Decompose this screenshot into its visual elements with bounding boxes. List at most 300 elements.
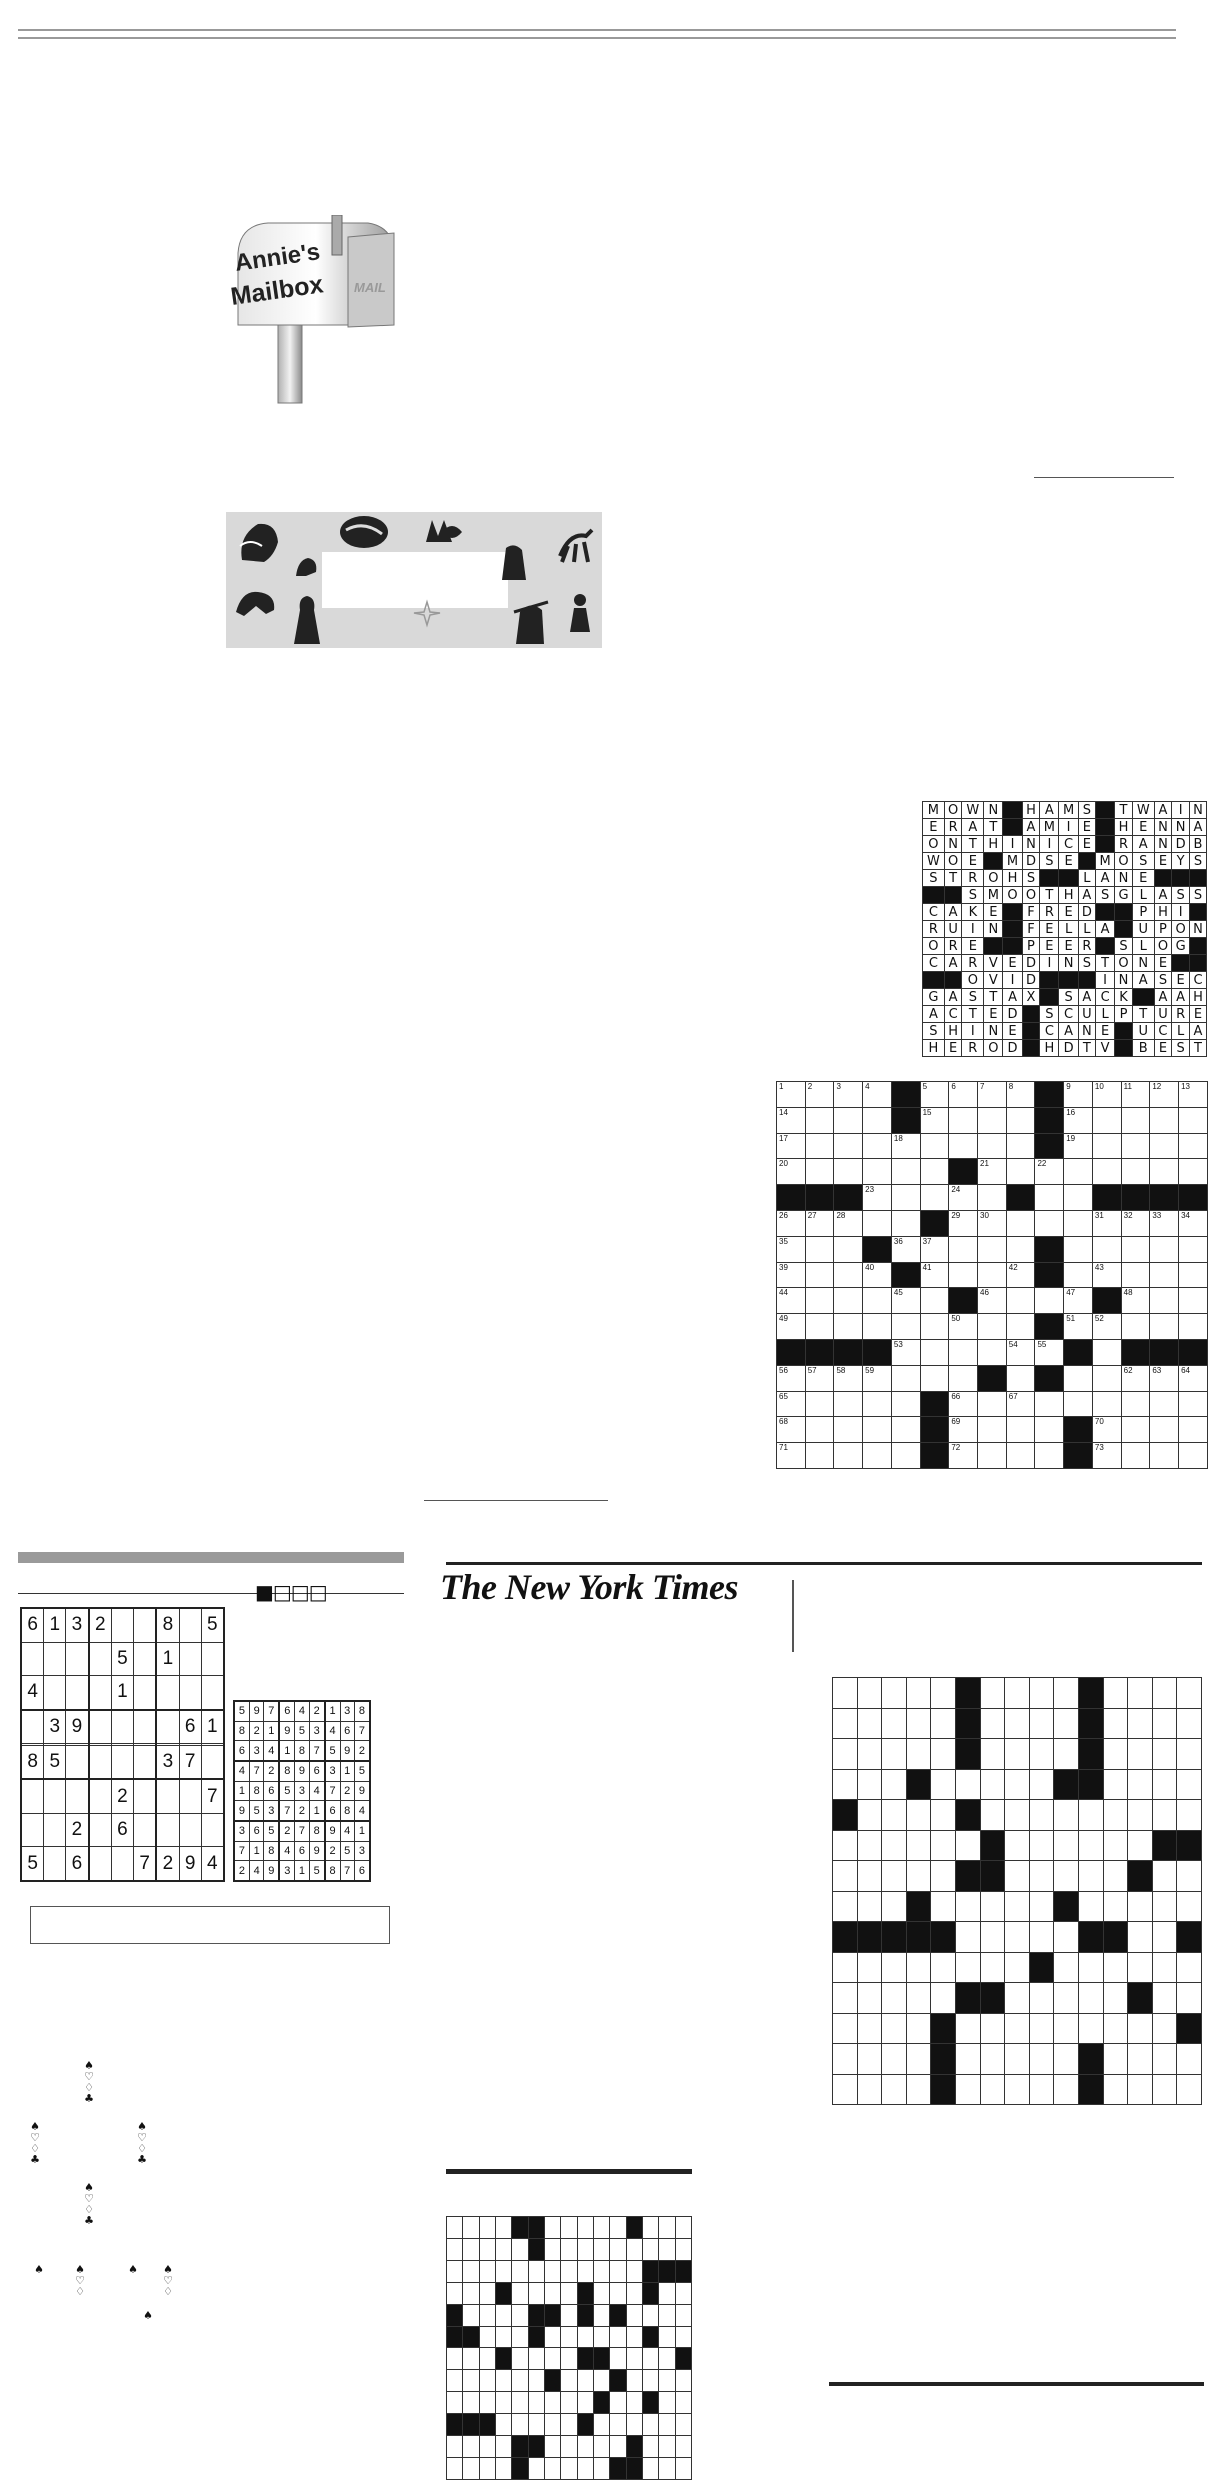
sudoku-cell (66, 1745, 89, 1779)
black-square (1092, 1185, 1121, 1211)
small-grid-cell (593, 2238, 609, 2260)
black-square (1096, 904, 1115, 921)
nyt-grid-cell (1054, 1708, 1079, 1739)
sudoku-cell (179, 1779, 201, 1813)
answer-cell: A (1132, 972, 1154, 989)
nyt-grid-cell (1128, 1678, 1153, 1709)
answer-cell: V (984, 955, 1003, 972)
solution-cell: 9 (340, 1741, 354, 1761)
solution-cell: 2 (354, 1741, 370, 1761)
puzzle-cell (834, 1417, 863, 1443)
puzzle-cell (777, 1391, 806, 1417)
puzzle-cell (920, 1159, 949, 1185)
sudoku-cell: 4 (21, 1676, 44, 1710)
answer-cell: L (1096, 1006, 1115, 1023)
clue-number: 68 (779, 1417, 788, 1427)
clue-number: 37 (922, 1236, 932, 1246)
puzzle-cell (1150, 1262, 1179, 1288)
sudoku-cell (133, 1745, 156, 1779)
answer-cell: H (1003, 870, 1022, 887)
nyt-grid-cell (833, 1739, 858, 1770)
answer-cell: S (1189, 887, 1206, 904)
black-square (891, 1262, 920, 1288)
puzzle-cell (949, 1339, 978, 1365)
answer-cell: O (944, 802, 962, 819)
black-square (528, 2238, 544, 2260)
black-square (1189, 938, 1206, 955)
answer-cell: L (1132, 887, 1154, 904)
sudoku-cell (133, 1813, 156, 1846)
solution-cell: 8 (279, 1761, 294, 1781)
clue-number: 4 (865, 1082, 870, 1091)
black-square (463, 2326, 479, 2348)
nyt-grid-cell (833, 1678, 858, 1709)
puzzle-cell (920, 1133, 949, 1159)
puzzle-cell (863, 1443, 892, 1469)
clue-number: 27 (807, 1210, 817, 1220)
puzzle-cell (805, 1082, 834, 1108)
clue-number: 24 (951, 1185, 961, 1195)
small-grid-cell (463, 2436, 479, 2458)
solution-cell: 3 (354, 1841, 370, 1861)
nyt-grid-cell (1005, 2044, 1030, 2075)
answer-cell: E (1189, 1006, 1206, 1023)
column-divider-rule (424, 1500, 608, 1501)
solution-cell: 6 (340, 1721, 354, 1741)
black-square (512, 2436, 528, 2458)
answer-cell: T (1189, 1040, 1206, 1057)
small-grid-cell (544, 2282, 560, 2304)
sudoku-cell: 1 (201, 1710, 224, 1744)
black-square (980, 1983, 1005, 2014)
nyt-grid-cell (1177, 1891, 1202, 1922)
black-square (495, 2282, 511, 2304)
answer-cell: A (923, 1006, 945, 1023)
small-grid-cell (577, 2436, 593, 2458)
black-square (949, 1159, 978, 1185)
clue-number: 55 (1037, 1339, 1047, 1349)
solution-cell: 4 (340, 1821, 354, 1841)
black-square (1035, 1262, 1064, 1288)
small-grid-cell (675, 2370, 691, 2392)
small-grid-cell (544, 2348, 560, 2370)
puzzle-cell (863, 1391, 892, 1417)
answer-cell: S (1132, 853, 1154, 870)
answer-cell: H (923, 1040, 945, 1057)
small-grid-cell (447, 2457, 463, 2479)
sudoku-cell (133, 1779, 156, 1813)
nyt-grid-cell (1054, 1952, 1079, 1983)
answer-cell: A (1154, 887, 1172, 904)
answer-cell: A (1154, 802, 1172, 819)
clue-number: 22 (1037, 1159, 1047, 1169)
nyt-grid-cell (833, 2044, 858, 2075)
black-square (1029, 1952, 1054, 1983)
answer-cell: R (944, 819, 962, 836)
puzzle-cell (1006, 1082, 1035, 1108)
small-grid-cell (479, 2238, 495, 2260)
nyt-grid-cell (906, 1952, 931, 1983)
answer-cell: P (1115, 1006, 1133, 1023)
black-square (1121, 1339, 1150, 1365)
clue-number: 10 (1094, 1082, 1104, 1091)
nyt-grid-cell (1078, 1800, 1103, 1831)
puzzle-cell (1092, 1391, 1121, 1417)
answer-cell: D (1003, 1006, 1022, 1023)
clue-number: 12 (1152, 1082, 1162, 1091)
puzzle-cell (1121, 1288, 1150, 1314)
small-grid-cell (512, 2392, 528, 2414)
black-square (544, 2370, 560, 2392)
sudoku-solution-grid (233, 1700, 371, 1882)
answer-cell: A (944, 904, 962, 921)
solution-cell: 2 (249, 1721, 263, 1741)
answer-cell: E (962, 853, 984, 870)
answer-cell: E (1172, 972, 1190, 989)
puzzle-cell (1179, 1314, 1208, 1340)
nyt-grid-cell (1152, 1800, 1177, 1831)
suit-symbol: ♢ (84, 2203, 94, 2216)
logo-title-line1: Annie's (233, 238, 322, 277)
black-square (1096, 836, 1115, 853)
answer-cell: M (923, 802, 945, 819)
nyt-grid-cell (833, 1891, 858, 1922)
small-grid-cell (479, 2217, 495, 2239)
small-grid-cell (626, 2282, 642, 2304)
small-grid-cell (479, 2348, 495, 2370)
clue-number: 54 (1008, 1339, 1018, 1349)
nyt-grid-cell (1054, 1861, 1079, 1892)
small-grid-cell (447, 2392, 463, 2414)
sudoku-cell (179, 1676, 201, 1710)
puzzle-cell (863, 1159, 892, 1185)
black-square (920, 1417, 949, 1443)
nyt-grid-cell (980, 1800, 1005, 1831)
nyt-grid-cell (980, 2044, 1005, 2075)
solution-cell: 4 (295, 1701, 309, 1721)
sudoku-cell (66, 1779, 89, 1813)
sudoku-cell (112, 1847, 134, 1881)
sudoku-cell (89, 1676, 112, 1710)
sudoku-cell (89, 1779, 112, 1813)
black-square (805, 1339, 834, 1365)
black-square (1022, 1006, 1040, 1023)
puzzle-cell (1006, 1417, 1035, 1443)
nyt-grid-cell (882, 1952, 907, 1983)
nyt-grid-cell (906, 1983, 931, 2014)
puzzle-cell (949, 1391, 978, 1417)
small-grid-cell (610, 2217, 626, 2239)
puzzle-cell (834, 1443, 863, 1469)
nyt-grid-cell (1152, 1739, 1177, 1770)
nyt-grid-cell (931, 1678, 956, 1709)
small-grid-cell (659, 2436, 675, 2458)
answer-cell: N (1132, 955, 1154, 972)
puzzle-cell (1092, 1443, 1121, 1469)
sudoku-cell: 5 (201, 1608, 224, 1642)
nyt-grid-cell (1103, 1800, 1128, 1831)
small-grid-cell (561, 2260, 577, 2282)
small-grid-cell (447, 2238, 463, 2260)
nyt-grid-cell (931, 1891, 956, 1922)
sudoku-cell (44, 1642, 66, 1675)
answer-cell: G (1115, 887, 1133, 904)
black-square (642, 2282, 658, 2304)
answer-cell: I (1172, 904, 1190, 921)
clue-number: 16 (1066, 1107, 1076, 1117)
header-double-rule (18, 29, 1176, 39)
puzzle-cell (1179, 1417, 1208, 1443)
clue-number: 63 (1152, 1365, 1162, 1375)
puzzle-cell (863, 1365, 892, 1391)
nyt-grid-cell (1078, 1830, 1103, 1861)
nyt-grid-cell (955, 1830, 980, 1861)
black-square (920, 1210, 949, 1236)
black-square (1150, 1339, 1179, 1365)
answer-cell: S (1172, 887, 1190, 904)
puzzle-cell (920, 1365, 949, 1391)
nyt-grid-cell (1128, 1922, 1153, 1953)
black-square (1003, 904, 1022, 921)
nyt-grid-cell (955, 1952, 980, 1983)
black-square (1078, 1739, 1103, 1770)
black-square (577, 2282, 593, 2304)
clue-number: 15 (922, 1107, 932, 1117)
puzzle-cell (1064, 1210, 1093, 1236)
nyt-grid-cell (906, 2013, 931, 2044)
small-grid-cell (544, 2392, 560, 2414)
puzzle-cell (834, 1314, 863, 1340)
small-grid-cell (675, 2282, 691, 2304)
black-square (1096, 938, 1115, 955)
answer-cell: B (1189, 836, 1206, 853)
black-square (920, 1443, 949, 1469)
answer-cell: I (962, 1023, 984, 1040)
clue-number: 29 (951, 1210, 961, 1220)
scorpio-icon (556, 526, 596, 566)
black-square (1006, 1185, 1035, 1211)
answer-cell: D (1059, 1040, 1078, 1057)
puzzle-cell (920, 1314, 949, 1340)
puzzle-cell (1150, 1159, 1179, 1185)
nyt-grid-cell (1152, 1952, 1177, 1983)
nyt-grid-cell (1152, 1708, 1177, 1739)
clue-number: 13 (1181, 1082, 1190, 1091)
nyt-grid-cell (1128, 2013, 1153, 2044)
sudoku-cell (201, 1745, 224, 1779)
mini-crossword-rule (446, 2169, 692, 2174)
puzzle-cell (777, 1417, 806, 1443)
clue-number: 56 (779, 1365, 788, 1375)
black-square (528, 2304, 544, 2326)
black-square (1035, 1133, 1064, 1159)
small-grid-cell (495, 2326, 511, 2348)
clue-number: 69 (951, 1417, 961, 1427)
black-square (1115, 904, 1133, 921)
answer-cell: O (984, 1040, 1003, 1057)
nyt-grid-cell (1005, 1800, 1030, 1831)
bidding-suit: ♠ (163, 2263, 173, 2276)
answer-cell: L (1078, 870, 1095, 887)
clue-number: 52 (1094, 1314, 1104, 1324)
sudoku-cell: 7 (179, 1745, 201, 1779)
answer-cell: O (1003, 887, 1022, 904)
solution-cell: 8 (325, 1861, 340, 1881)
suit-symbol: ♢ (84, 2081, 94, 2094)
sudoku-cell (89, 1745, 112, 1779)
black-square (610, 2304, 626, 2326)
nyt-grid-cell (1029, 1769, 1054, 1800)
sudoku-cell (156, 1779, 179, 1813)
solution-cell: 4 (354, 1801, 370, 1821)
puzzle-cell (949, 1443, 978, 1469)
solution-cell: 5 (264, 1821, 279, 1841)
answer-cell: D (1022, 955, 1040, 972)
answer-cell: O (1022, 887, 1040, 904)
clue-number: 19 (1066, 1133, 1076, 1143)
puzzle-cell (805, 1210, 834, 1236)
clue-number: 7 (980, 1082, 985, 1091)
small-grid-cell (610, 2238, 626, 2260)
small-grid-cell (544, 2457, 560, 2479)
black-square (1092, 1288, 1121, 1314)
sudoku-cell (112, 1608, 134, 1642)
nyt-grid-cell (857, 1708, 882, 1739)
nyt-grid-cell (980, 1708, 1005, 1739)
sudoku-cell: 5 (44, 1745, 66, 1779)
answer-cell: N (1154, 819, 1172, 836)
sudoku-cell (44, 1676, 66, 1710)
nyt-grid-cell (1177, 1708, 1202, 1739)
answer-cell: E (1154, 853, 1172, 870)
puzzle-cell (891, 1339, 920, 1365)
solution-cell: 3 (295, 1781, 309, 1801)
answer-cell: O (1172, 921, 1190, 938)
solution-cell: 5 (340, 1841, 354, 1861)
small-grid-cell (528, 2392, 544, 2414)
bidding-suit: ♢ (75, 2285, 85, 2298)
solution-cell: 6 (295, 1841, 309, 1861)
solution-cell: 9 (295, 1761, 309, 1781)
small-grid-cell (659, 2414, 675, 2436)
nyt-grid-cell (857, 1983, 882, 2014)
puzzle-cell (834, 1082, 863, 1108)
nyt-grid-cell (882, 2044, 907, 2075)
black-square (642, 2260, 658, 2282)
solution-cell: 6 (309, 1761, 324, 1781)
black-square (882, 1922, 907, 1953)
puzzle-cell (805, 1365, 834, 1391)
puzzle-cell (978, 1133, 1007, 1159)
puzzle-cell (949, 1314, 978, 1340)
small-grid-cell (447, 2348, 463, 2370)
answer-cell: C (1096, 989, 1115, 1006)
nyt-vertical-divider (792, 1580, 794, 1652)
suit-symbol: ♣ (84, 2092, 94, 2105)
answer-cell: S (1078, 802, 1095, 819)
answer-cell: A (962, 819, 984, 836)
puzzle-cell (949, 1082, 978, 1108)
puzzle-cell (777, 1365, 806, 1391)
answer-cell: N (984, 921, 1003, 938)
clue-number: 47 (1066, 1288, 1076, 1298)
sudoku-cell: 8 (156, 1608, 179, 1642)
answer-cell: T (1040, 887, 1059, 904)
nyt-grid-cell (1029, 1708, 1054, 1739)
puzzle-cell (1092, 1236, 1121, 1262)
black-square (1035, 1236, 1064, 1262)
nyt-grid-cell (1005, 1769, 1030, 1800)
clue-number: 62 (1123, 1365, 1133, 1375)
clue-number: 34 (1181, 1210, 1190, 1220)
puzzle-cell (978, 1391, 1007, 1417)
sudoku-cell (44, 1813, 66, 1846)
small-grid-cell (659, 2392, 675, 2414)
black-square (984, 853, 1003, 870)
nyt-grid-cell (857, 1769, 882, 1800)
answer-cell: E (923, 819, 945, 836)
sudoku-cell (133, 1608, 156, 1642)
answer-cell: L (1078, 921, 1095, 938)
answer-cell: E (1132, 870, 1154, 887)
nyt-grid-cell (1078, 1891, 1103, 1922)
puzzle-cell (1006, 1210, 1035, 1236)
puzzle-cell (777, 1236, 806, 1262)
black-square (463, 2414, 479, 2436)
nyt-grid-cell (980, 1739, 1005, 1770)
solution-cell: 3 (325, 1761, 340, 1781)
aquarius-water-bearer-icon (234, 516, 284, 568)
puzzle-cell (891, 1159, 920, 1185)
puzzle-cell (1150, 1107, 1179, 1133)
answer-cell: T (962, 1006, 984, 1023)
answer-cell: E (1154, 955, 1172, 972)
answer-cell: S (962, 887, 984, 904)
puzzle-cell (1064, 1133, 1093, 1159)
solution-cell: 5 (279, 1781, 294, 1801)
clue-number: 57 (807, 1365, 817, 1375)
clue-number: 53 (893, 1339, 903, 1349)
small-grid-cell (659, 2348, 675, 2370)
answer-cell: O (984, 870, 1003, 887)
small-grid-cell (561, 2304, 577, 2326)
sudoku-cell: 2 (112, 1779, 134, 1813)
puzzle-cell (1064, 1288, 1093, 1314)
sudoku-cell: 5 (21, 1847, 44, 1881)
answer-cell: R (962, 870, 984, 887)
answer-cell: N (944, 836, 962, 853)
solution-cell: 8 (295, 1741, 309, 1761)
small-grid-cell (577, 2457, 593, 2479)
small-grid-cell (479, 2457, 495, 2479)
nyt-grid-cell (1054, 1922, 1079, 1953)
sudoku-cell: 1 (156, 1642, 179, 1675)
sudoku-cell (21, 1710, 44, 1744)
nyt-grid-cell (882, 1708, 907, 1739)
small-grid-cell (577, 2238, 593, 2260)
puzzle-cell (949, 1133, 978, 1159)
answer-cell: E (1096, 1023, 1115, 1040)
black-square (980, 1861, 1005, 1892)
sudoku-cell (21, 1779, 44, 1813)
black-square (447, 2326, 463, 2348)
clue-number: 8 (1008, 1082, 1014, 1091)
sudoku-cell: 6 (66, 1847, 89, 1881)
solution-cell: 5 (249, 1801, 263, 1821)
puzzle-cell (920, 1288, 949, 1314)
answer-cell: E (962, 938, 984, 955)
sudoku-cell: 6 (112, 1813, 134, 1846)
